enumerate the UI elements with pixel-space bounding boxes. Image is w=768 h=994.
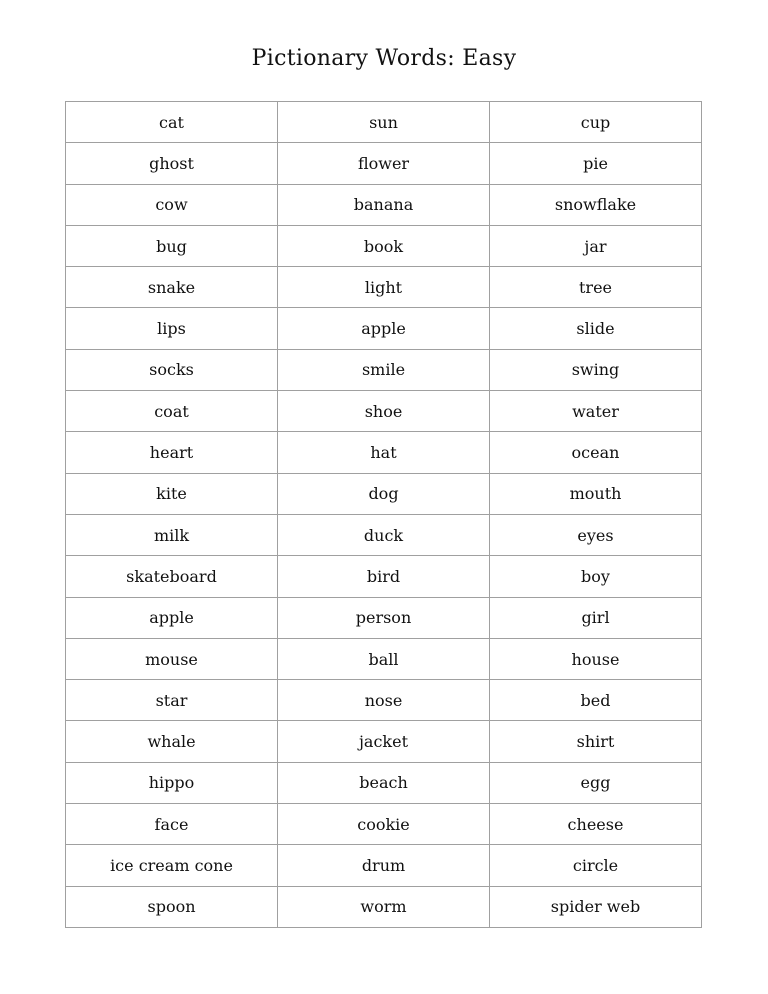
table-row (66, 514, 702, 555)
word-cell: hat (278, 432, 490, 473)
table-row (66, 267, 702, 308)
table-row (66, 391, 702, 432)
word-cell: ice cream cone (66, 845, 278, 886)
word-cell: milk (66, 514, 278, 555)
word-cell: socks (66, 349, 278, 390)
table-row (66, 308, 702, 349)
word-cell: person (278, 597, 490, 638)
word-cell: ball (278, 638, 490, 679)
word-cell: spoon (66, 886, 278, 927)
word-cell: cookie (278, 804, 490, 845)
word-cell: jacket (278, 721, 490, 762)
word-cell: snowflake (490, 184, 702, 225)
word-cell: nose (278, 680, 490, 721)
word-cell: cow (66, 184, 278, 225)
word-cell: slide (490, 308, 702, 349)
table-row (66, 349, 702, 390)
word-cell: bug (66, 225, 278, 266)
word-cell: ocean (490, 432, 702, 473)
table-row (66, 102, 702, 143)
word-cell: girl (490, 597, 702, 638)
word-cell: house (490, 638, 702, 679)
table-row (66, 804, 702, 845)
word-cell: bed (490, 680, 702, 721)
word-cell: ghost (66, 143, 278, 184)
word-cell: heart (66, 432, 278, 473)
word-cell: apple (66, 597, 278, 638)
table-row (66, 638, 702, 679)
word-cell: apple (278, 308, 490, 349)
word-cell: light (278, 267, 490, 308)
word-cell: skateboard (66, 556, 278, 597)
table-row (66, 184, 702, 225)
word-cell: boy (490, 556, 702, 597)
word-cell: kite (66, 473, 278, 514)
word-cell: circle (490, 845, 702, 886)
word-cell: coat (66, 391, 278, 432)
word-cell: drum (278, 845, 490, 886)
table-row (66, 680, 702, 721)
table-row (66, 225, 702, 266)
word-cell: book (278, 225, 490, 266)
table-row (66, 886, 702, 927)
word-cell: dog (278, 473, 490, 514)
word-cell: smile (278, 349, 490, 390)
word-cell: eyes (490, 514, 702, 555)
word-cell: banana (278, 184, 490, 225)
word-cell: swing (490, 349, 702, 390)
word-cell: whale (66, 721, 278, 762)
word-cell: cup (490, 102, 702, 143)
word-cell: jar (490, 225, 702, 266)
table-row (66, 762, 702, 803)
word-cell: shoe (278, 391, 490, 432)
word-cell: duck (278, 514, 490, 555)
word-table (65, 101, 702, 928)
word-cell: tree (490, 267, 702, 308)
word-cell: star (66, 680, 278, 721)
word-cell: mouth (490, 473, 702, 514)
word-cell: snake (66, 267, 278, 308)
word-cell: mouse (66, 638, 278, 679)
table-row (66, 473, 702, 514)
word-cell: flower (278, 143, 490, 184)
word-cell: hippo (66, 762, 278, 803)
table-row (66, 597, 702, 638)
word-cell: pie (490, 143, 702, 184)
word-cell: lips (66, 308, 278, 349)
page-title: Pictionary Words: Easy (251, 46, 517, 71)
table-row (66, 143, 702, 184)
table-row (66, 721, 702, 762)
word-cell: water (490, 391, 702, 432)
word-cell: egg (490, 762, 702, 803)
word-table-body (66, 102, 702, 928)
word-cell: face (66, 804, 278, 845)
word-cell: beach (278, 762, 490, 803)
word-cell: shirt (490, 721, 702, 762)
word-cell: worm (278, 886, 490, 927)
table-row (66, 845, 702, 886)
word-cell: bird (278, 556, 490, 597)
word-cell: cheese (490, 804, 702, 845)
word-cell: spider web (490, 886, 702, 927)
table-row (66, 556, 702, 597)
word-cell: sun (278, 102, 490, 143)
table-row (66, 432, 702, 473)
word-cell: cat (66, 102, 278, 143)
